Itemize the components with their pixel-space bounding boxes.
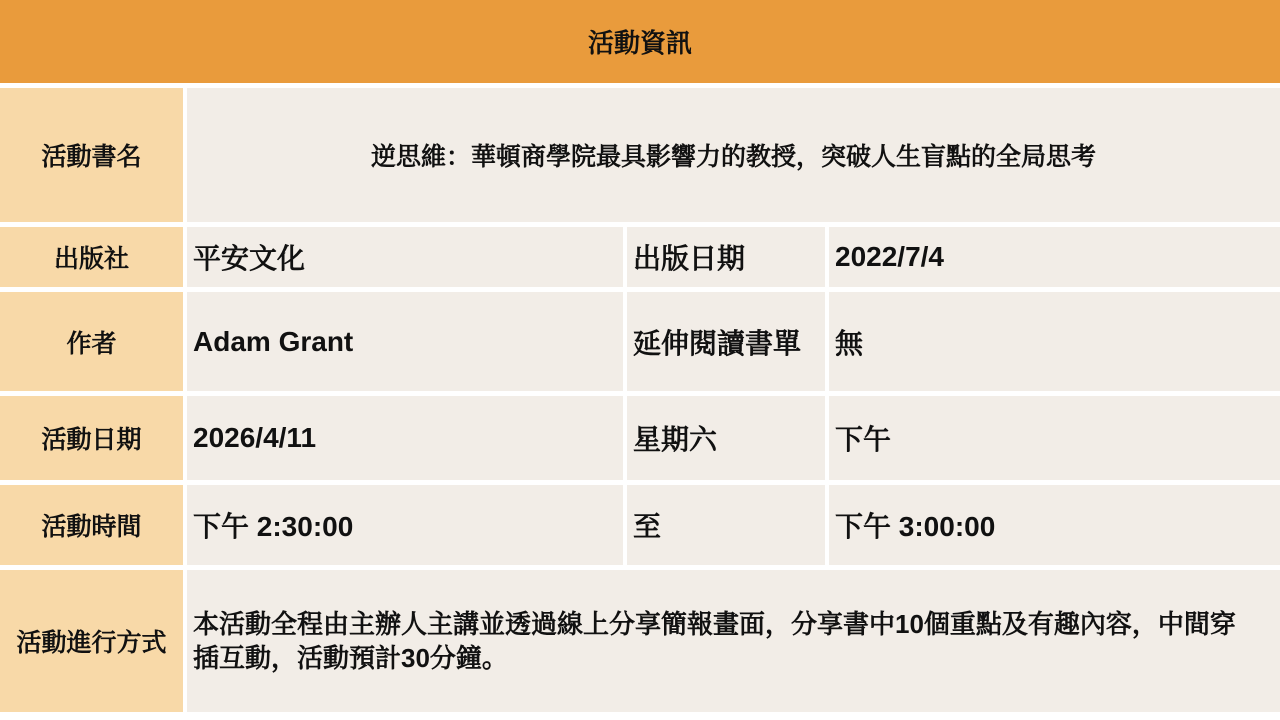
author-value: Adam Grant [187, 292, 623, 391]
label-publish-date: 出版日期 [627, 227, 825, 287]
event-format-value: 本活動全程由主辦人主講並透過線上分享簡報畫面，分享書中10個重點及有趣內容，中間穿插互動，活動預計30分鐘。 [187, 570, 1280, 712]
publisher-value: 平安文化 [187, 227, 623, 287]
label-book-name: 活動書名 [0, 88, 183, 222]
event-time-start: 下午 2:30:00 [187, 485, 623, 565]
label-event-time: 活動時間 [0, 485, 183, 565]
event-date-period: 下午 [829, 396, 1280, 480]
event-date-weekday: 星期六 [627, 396, 825, 480]
publish-date-value: 2022/7/4 [829, 227, 1280, 287]
extended-reading-value: 無 [829, 292, 1280, 391]
event-date-value: 2026/4/11 [187, 396, 623, 480]
table-title: 活動資訊 [0, 0, 1280, 83]
event-time-end: 下午 3:00:00 [829, 485, 1280, 565]
event-time-to: 至 [627, 485, 825, 565]
label-author: 作者 [0, 292, 183, 391]
label-extended-reading: 延伸閱讀書單 [627, 292, 825, 391]
label-publisher: 出版社 [0, 227, 183, 287]
label-event-format: 活動進行方式 [0, 570, 183, 712]
label-event-date: 活動日期 [0, 396, 183, 480]
book-title-value: 逆思維：華頓商學院最具影響力的教授，突破人生盲點的全局思考 [187, 88, 1280, 222]
